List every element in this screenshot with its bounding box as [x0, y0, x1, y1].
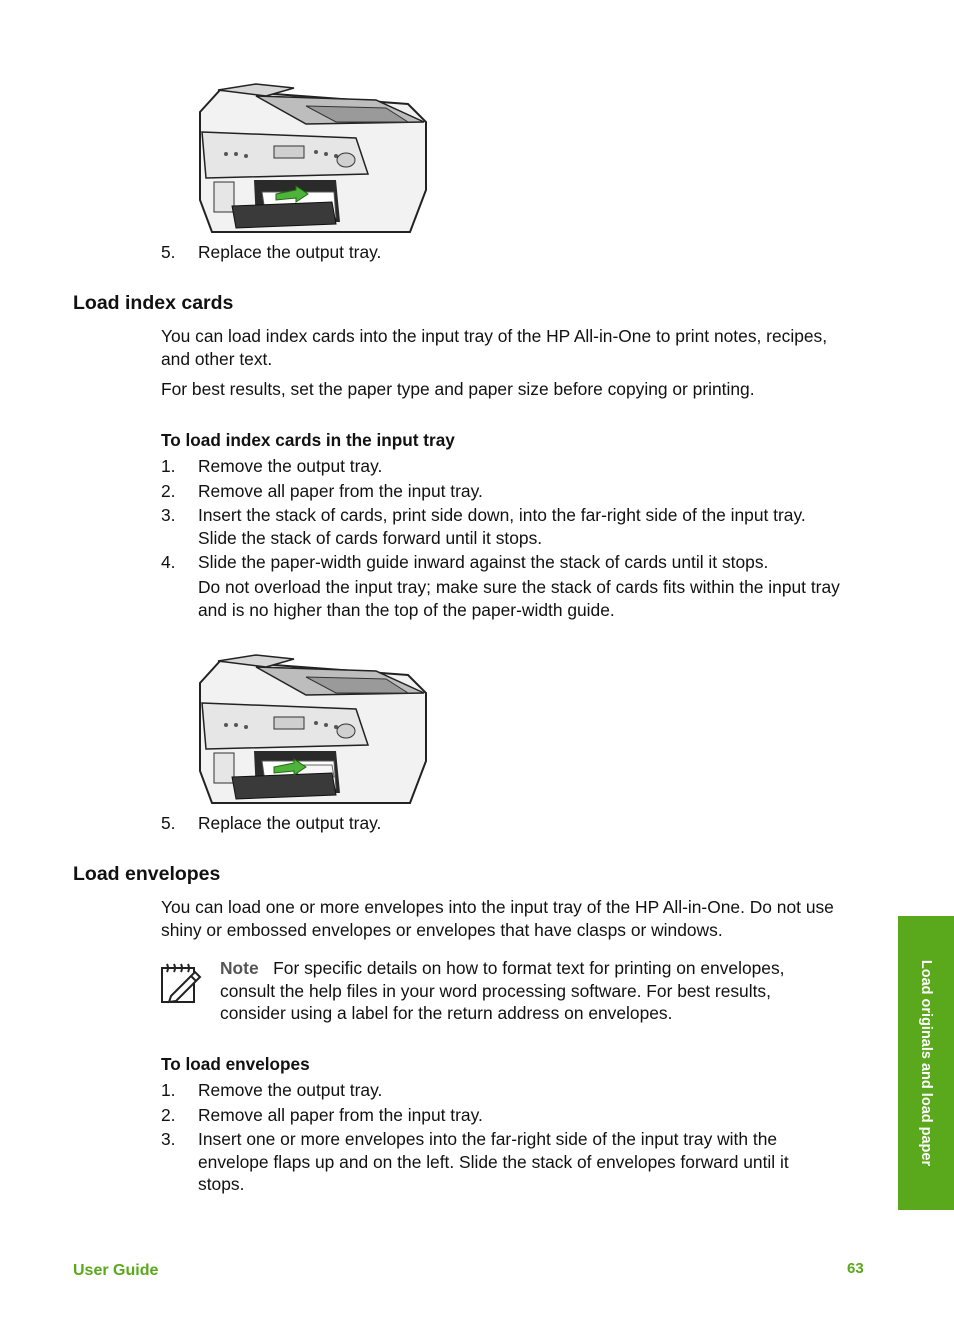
step-number: 2. — [161, 1105, 176, 1125]
chapter-side-tab — [898, 916, 954, 1210]
step-number: 3. — [161, 505, 176, 525]
footer-title: User Guide — [73, 1262, 159, 1279]
intro-paragraph: You can load index cards into the input tray of the HP All-in-One to print notes, recipes, and other text. — [161, 326, 828, 369]
step-number: 1. — [161, 456, 176, 476]
step-text: Remove the output tray. — [198, 1080, 383, 1100]
section-heading-index-cards: Load index cards — [73, 292, 234, 314]
step-number: 1. — [161, 1080, 176, 1100]
step-text: Remove all paper from the input tray. — [198, 1105, 483, 1125]
step-text: Slide the paper-width guide inward against the stack of cards until it stops. — [198, 552, 769, 572]
note-pad-icon — [159, 960, 203, 1004]
step-number: 5. — [161, 242, 176, 262]
step-number: 5. — [161, 813, 176, 833]
section-heading-envelopes: Load envelopes — [73, 863, 221, 885]
step-number: 2. — [161, 481, 176, 501]
step-text: Replace the output tray. — [198, 242, 382, 262]
printer-illustration — [196, 82, 430, 234]
note-block — [220, 957, 840, 1025]
step-detail: Do not overload the input tray; make sure the stack of cards fits within the input tray and is no higher than the top of the paper-width guide. — [198, 577, 840, 620]
step-text: Remove all paper from the input tray. — [198, 481, 483, 501]
step-text: Remove the output tray. — [198, 456, 383, 476]
step-text: Insert the stack of cards, print side down, into the far-right side of the input tray. Slide the stack of cards forward until it stops. — [198, 505, 806, 548]
step-number: 4. — [161, 552, 176, 572]
step-text: Replace the output tray. — [198, 813, 382, 833]
side-tab-label: Load originals and load paper — [918, 959, 934, 1167]
note-label: Note — [220, 958, 259, 978]
note-text: For specific details on how to format text for printing on envelopes, consult the help files in your word processing software. For best results, consider using a label for the return address on envelopes. — [220, 958, 785, 1023]
page-number: 63 — [847, 1260, 864, 1277]
intro-paragraph: You can load one or more envelopes into the input tray of the HP All-in-One. Do not use shiny or embossed envelopes or envelopes that have clasps or windows. — [161, 897, 834, 940]
step-text: Insert one or more envelopes into the far-right side of the input tray with the envelope flaps up and on the left. Slide the stack of envelopes forward until it stops. — [198, 1129, 789, 1194]
printer-illustration — [196, 653, 430, 805]
step-number: 3. — [161, 1129, 176, 1149]
procedure-title: To load index cards in the input tray — [161, 430, 455, 450]
procedure-title: To load envelopes — [161, 1054, 310, 1074]
intro-paragraph: For best results, set the paper type and paper size before copying or printing. — [161, 379, 755, 399]
